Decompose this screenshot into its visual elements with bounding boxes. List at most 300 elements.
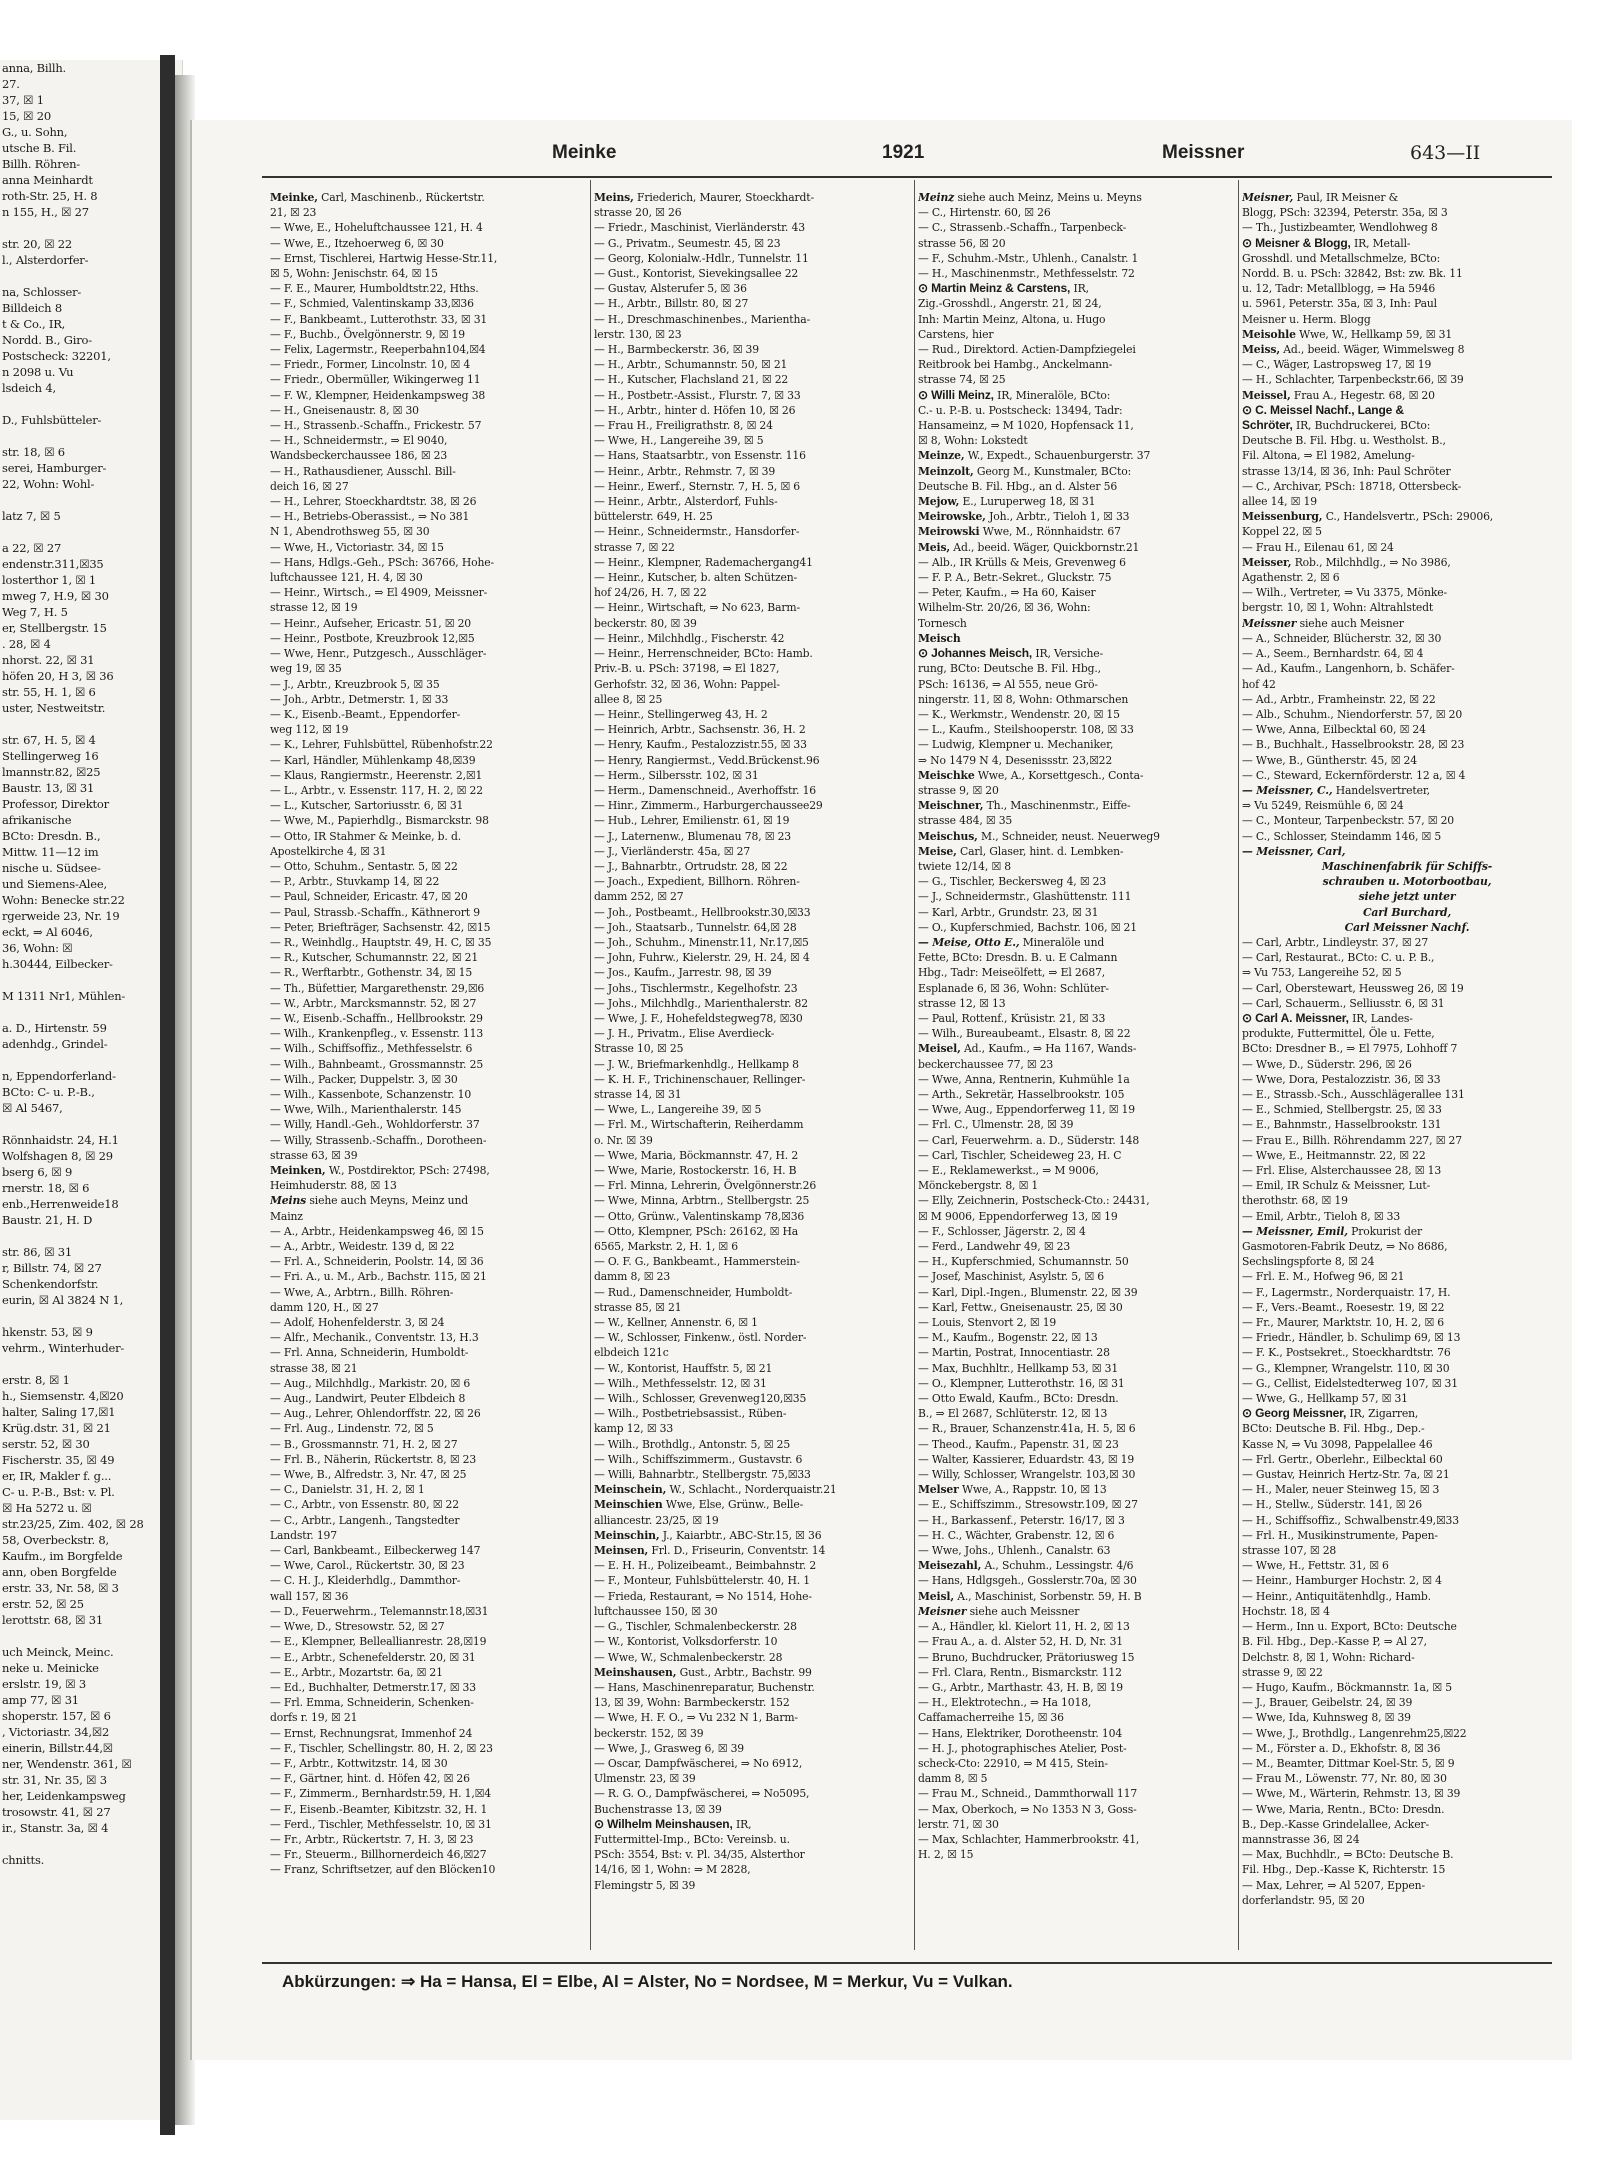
page-header bbox=[192, 142, 1572, 172]
directory-entry bbox=[918, 1634, 1236, 1649]
directory-entry bbox=[594, 251, 912, 266]
left-fragment-line: chnitts. bbox=[2, 1853, 45, 1867]
directory-entry bbox=[1242, 631, 1560, 646]
entry-surname: Meissel, bbox=[1242, 388, 1291, 402]
left-fragment-line: n 2098 u. Vu bbox=[2, 365, 74, 379]
entry-text: — Heinr., Kutscher, b. alten Schützen- bbox=[594, 571, 798, 585]
entry-text: Rob., Milchhdlg., ⇒ No 3986, bbox=[1291, 555, 1451, 569]
entry-text: — Gust., Kontorist, Sievekingsallee 22 bbox=[594, 267, 799, 281]
directory-entry bbox=[594, 1817, 912, 1832]
entry-text: — Carl, Oberstewart, Heussweg 26, ☒ 19 bbox=[1242, 981, 1464, 995]
entry-text: Paul, IR Meisner & bbox=[1293, 191, 1399, 204]
directory-entry bbox=[594, 266, 912, 281]
directory-entry bbox=[594, 1726, 912, 1741]
directory-entry bbox=[270, 1467, 588, 1482]
directory-entry bbox=[594, 813, 912, 828]
directory-entry bbox=[918, 1376, 1236, 1391]
directory-entry bbox=[594, 479, 912, 494]
entry-text: dorfs r. 19, ☒ 21 bbox=[270, 1711, 358, 1725]
entry-text: — Wwe, Anna, Eilbecktal 60, ☒ 24 bbox=[1242, 723, 1426, 737]
entry-surname: Meinschein, bbox=[594, 1483, 667, 1497]
directory-entry bbox=[594, 829, 912, 844]
directory-entry bbox=[1242, 312, 1560, 327]
entry-text: strasse 107, ☒ 28 bbox=[1242, 1544, 1337, 1558]
directory-entry bbox=[594, 1072, 912, 1087]
directory-entry bbox=[918, 540, 1236, 555]
directory-entry bbox=[594, 1695, 912, 1710]
entry-text: Wwe, A., Korsettgesch., Conta- bbox=[974, 768, 1144, 782]
entry-text: — Aug., Lehrer, Ohlendorffstr. 22, ☒ 26 bbox=[270, 1407, 481, 1421]
directory-entry bbox=[270, 935, 588, 950]
directory-entry bbox=[1242, 1269, 1560, 1284]
entry-text: bergstr. 10, ☒ 1, Wohn: Altrahlstedt bbox=[1242, 601, 1434, 615]
entry-text: — B., Buchhalt., Hasselbrookstr. 28, ☒ 23 bbox=[1242, 738, 1465, 752]
entry-text: — F., Bankbeamt., Lutterothstr. 33, ☒ 31 bbox=[270, 312, 488, 326]
directory-entry bbox=[1242, 1133, 1560, 1148]
page-number: 643—II bbox=[1410, 142, 1481, 164]
entry-text: deich 16, ☒ 27 bbox=[270, 479, 349, 493]
directory-entry bbox=[918, 1406, 1236, 1421]
header-rule bbox=[262, 176, 1552, 178]
directory-entry bbox=[918, 1026, 1236, 1041]
entry-text: — Wilh., Bahnbeamt., Grossmannstr. 25 bbox=[270, 1057, 484, 1071]
directory-entry bbox=[918, 1117, 1236, 1132]
directory-entry bbox=[594, 220, 912, 235]
entry-text: — Otto Ewald, Kaufm., BCto: Dresdn. bbox=[918, 1392, 1119, 1406]
directory-entry bbox=[270, 342, 588, 357]
left-fragment-line: er, IR, Makler f. g... bbox=[2, 1469, 112, 1483]
entry-text: — Frl. H., Musikinstrumente, Papen- bbox=[1242, 1528, 1438, 1542]
directory-entry bbox=[594, 388, 912, 403]
entry-text: — Heinr., Klempner, Rademachergang41 bbox=[594, 555, 813, 569]
entry-surname: Meisezahl, bbox=[918, 1559, 982, 1573]
directory-entry bbox=[918, 1680, 1236, 1695]
directory-entry bbox=[594, 357, 912, 372]
entry-text: W., Schlacht., Norderquaistr.21 bbox=[666, 1483, 837, 1497]
directory-entry: Carl Meissner Nachf. bbox=[1344, 920, 1470, 934]
entry-text: — Rud., Damenschneider, Humboldt- bbox=[594, 1285, 793, 1299]
directory-entry bbox=[270, 1254, 588, 1269]
directory-entry bbox=[1242, 479, 1560, 494]
entry-text: — Karl, Händler, Mühlenkamp 48,☒39 bbox=[270, 753, 476, 767]
directory-entry bbox=[270, 1619, 588, 1634]
directory-entry bbox=[594, 1680, 912, 1695]
entry-text: — Heinr., Hamburger Hochstr. 2, ☒ 4 bbox=[1242, 1574, 1442, 1588]
entry-text: B. Fil. Hbg., Dep.-Kasse P, ⇒ Al 27, bbox=[1242, 1635, 1427, 1649]
entry-text: — Hans, Maschinenreparatur, Buchenstr. bbox=[594, 1680, 815, 1694]
entry-text: — Wilh., Schlosser, Grevenweg120,☒35 bbox=[594, 1392, 807, 1406]
entry-text: — R., Weinhdlg., Hauptstr. 49, H. C, ☒ 35 bbox=[270, 935, 492, 949]
directory-entry bbox=[594, 1847, 912, 1862]
directory-entry bbox=[1242, 1376, 1560, 1391]
entry-text: Buchenstrasse 13, ☒ 39 bbox=[594, 1802, 722, 1816]
entry-text: E., Luruperweg 18, ☒ 31 bbox=[959, 495, 1096, 509]
directory-entry bbox=[1242, 1178, 1560, 1193]
entry-text: — C., Wäger, Lastropsweg 17, ☒ 19 bbox=[1242, 358, 1432, 372]
directory-entry bbox=[918, 1528, 1236, 1543]
entry-text: — B., Grossmannstr. 71, H. 2, ☒ 27 bbox=[270, 1437, 458, 1451]
left-fragment-line bbox=[0, 1004, 182, 1020]
entry-text: strasse 12, ☒ 19 bbox=[270, 601, 358, 615]
entry-text: — Friedr., Obermüller, Wikingerweg 11 bbox=[270, 373, 481, 387]
left-fragment-line: erslstr. 19, ☒ 3 bbox=[2, 1677, 86, 1691]
directory-entry bbox=[594, 1026, 912, 1041]
directory-entry bbox=[918, 844, 1236, 859]
directory-entry bbox=[1242, 661, 1560, 676]
directory-entry bbox=[918, 418, 1236, 433]
entry-text: — Frau M., Löwenstr. 77, Nr. 80, ☒ 30 bbox=[1242, 1772, 1447, 1786]
directory-entry bbox=[918, 1193, 1236, 1208]
entry-text: Flemingstr 5, ☒ 39 bbox=[594, 1878, 696, 1892]
entry-text: B., ⇒ El 2687, Schlüterstr. 12, ☒ 13 bbox=[918, 1407, 1108, 1421]
left-fragment-line: losterthor 1, ☒ 1 bbox=[2, 573, 97, 587]
directory-entry bbox=[918, 1087, 1236, 1102]
directory-entry bbox=[1242, 844, 1560, 859]
directory-entry bbox=[1242, 783, 1560, 798]
left-fragment-line: neke u. Meinicke bbox=[2, 1661, 99, 1675]
entry-text: — Walter, Kassierer, Eduardstr. 43, ☒ 19 bbox=[918, 1452, 1135, 1466]
directory-entry bbox=[1242, 737, 1560, 752]
directory-entry bbox=[918, 1163, 1236, 1178]
directory-entry bbox=[1242, 1513, 1560, 1528]
directory-entry bbox=[594, 600, 912, 615]
directory-column-2 bbox=[594, 190, 912, 1950]
directory-entry bbox=[594, 372, 912, 387]
directory-entry bbox=[270, 1771, 588, 1786]
entry-text: — Willy, Schlosser, Wrangelstr. 103,☒ 30 bbox=[918, 1468, 1136, 1482]
entry-surname: Meinz bbox=[918, 191, 955, 204]
entry-text: 21, ☒ 23 bbox=[270, 206, 317, 220]
directory-entry bbox=[594, 1741, 912, 1756]
entry-surname: Meinze, bbox=[918, 449, 965, 463]
left-fragment-line: ir., Stanstr. 3a, ☒ 4 bbox=[2, 1821, 109, 1835]
directory-entry bbox=[1242, 768, 1560, 783]
entry-text: — Otto, Schuhm., Sentastr. 5, ☒ 22 bbox=[270, 859, 458, 873]
directory-entry bbox=[918, 1726, 1236, 1741]
directory-entry bbox=[1242, 1345, 1560, 1360]
entry-text: — Adolf, Hohenfelderstr. 3, ☒ 24 bbox=[270, 1316, 445, 1330]
directory-entry bbox=[270, 1361, 588, 1376]
entry-text: Reitbrook bei Hambg., Anckelmann- bbox=[918, 358, 1113, 372]
entry-text: — H., Betriebs-Oberassist., ⇒ No 381 bbox=[270, 510, 470, 524]
directory-entry bbox=[918, 1361, 1236, 1376]
directory-entry bbox=[594, 874, 912, 889]
left-fragment-line: und Siemens-Alee, bbox=[2, 877, 107, 891]
entry-text: — Wwe, E., Hoheluftchaussee 121, H. 4 bbox=[270, 221, 483, 235]
entry-text: — W., Kellner, Annenstr. 6, ☒ 1 bbox=[594, 1316, 758, 1330]
directory-entry bbox=[918, 1695, 1236, 1710]
left-fragment-line: , Victoriastr. 34,☒2 bbox=[2, 1725, 110, 1739]
entry-text: — F. E., Maurer, Humboldtstr.22, Hths. bbox=[270, 282, 479, 296]
entry-text: — K., Lehrer, Fuhlsbüttel, Rübenhofstr.22 bbox=[270, 738, 493, 752]
firm-name: ⊙ C. Meissel Nachf., Lange & bbox=[1242, 402, 1404, 417]
directory-entry bbox=[270, 388, 588, 403]
directory-entry bbox=[270, 1695, 588, 1710]
entry-text: luftchaussee 150, ☒ 30 bbox=[594, 1604, 718, 1618]
header-left-keyword: Meinke bbox=[552, 142, 617, 163]
directory-entry bbox=[594, 555, 912, 570]
entry-text: — W., Schlosser, Finkenw., östl. Norder- bbox=[594, 1331, 807, 1345]
directory-entry bbox=[918, 296, 1236, 311]
directory-entry bbox=[594, 1057, 912, 1072]
directory-entry bbox=[918, 981, 1236, 996]
directory-entry bbox=[594, 1802, 912, 1817]
left-fragment-line: serstr. 52, ☒ 30 bbox=[2, 1437, 90, 1451]
entry-text: — J., Laternenw., Blumenau 78, ☒ 23 bbox=[594, 829, 792, 843]
directory-entry bbox=[918, 1421, 1236, 1436]
directory-entry bbox=[1242, 1072, 1560, 1087]
directory-entry bbox=[270, 783, 588, 798]
entry-text: IR, Landes- bbox=[1348, 1011, 1413, 1025]
directory-entry bbox=[918, 1437, 1236, 1452]
directory-entry bbox=[594, 1102, 912, 1117]
directory-entry bbox=[1242, 1619, 1560, 1634]
entry-text: — Ferd., Tischler, Methfesselstr. 10, ☒ 31 bbox=[270, 1817, 492, 1831]
left-fragment-line bbox=[0, 1308, 182, 1324]
entry-surname: Meisner, bbox=[1242, 191, 1294, 204]
entry-text: — W., Eisenb.-Schaffn., Hellbrookstr. 29 bbox=[270, 1011, 483, 1025]
left-fragment-line: 22, Wohn: Wohl- bbox=[2, 477, 95, 491]
directory-entry bbox=[270, 312, 588, 327]
directory-entry bbox=[1242, 585, 1560, 600]
directory-entry bbox=[918, 1467, 1236, 1482]
left-fragment-line: C- u. P.-B., Bst: v. Pl. bbox=[2, 1485, 115, 1499]
directory-entry bbox=[594, 585, 912, 600]
entry-text: — J., Schneidermstr., Glashüttenstr. 111 bbox=[918, 890, 1132, 904]
entry-text: Delchstr. 8, ☒ 1, Wohn: Richard- bbox=[1242, 1650, 1415, 1664]
directory-entry bbox=[918, 1452, 1236, 1467]
left-fragment-line bbox=[0, 1356, 182, 1372]
entry-text: — Frl. A., Schneiderin, Poolstr. 14, ☒ 36 bbox=[270, 1255, 484, 1269]
entry-text: — Felix, Lagermstr., Reeperbahn104,☒4 bbox=[270, 343, 486, 357]
directory-entry bbox=[918, 190, 1236, 205]
entry-text: strasse 13/14, ☒ 36, Inh: Paul Schröter bbox=[1242, 464, 1451, 478]
directory-entry bbox=[918, 555, 1236, 570]
entry-text: Ulmenstr. 23, ☒ 39 bbox=[594, 1772, 696, 1786]
entry-text: Inh: Martin Meinz, Altona, u. Hugo bbox=[918, 312, 1106, 326]
directory-entry bbox=[1242, 1650, 1560, 1665]
directory-entry bbox=[594, 920, 912, 935]
entry-text: — Heinr., Wirtschaft, ⇒ No 623, Barm- bbox=[594, 601, 800, 615]
entry-text: Friederich, Maurer, Stoeckhardt- bbox=[633, 191, 814, 204]
entry-text: lerstr. 130, ☒ 23 bbox=[594, 327, 682, 341]
entry-text: — Franz, Schriftsetzer, auf den Blöcken10 bbox=[270, 1863, 496, 1877]
directory-entry bbox=[270, 1330, 588, 1345]
entry-text: o. Nr. ☒ 39 bbox=[594, 1133, 653, 1147]
entry-text: — Willy, Handl.-Geh., Wohldorferstr. 37 bbox=[270, 1118, 480, 1132]
entry-text: Kasse N, ⇒ Vu 3098, Pappelallee 46 bbox=[1242, 1437, 1433, 1451]
entry-text: — H., Arbtr., Billstr. 80, ☒ 27 bbox=[594, 297, 749, 311]
directory-entry bbox=[270, 555, 588, 570]
entry-text: — Max, Buchhltr., Hellkamp 53, ☒ 31 bbox=[918, 1361, 1119, 1375]
entry-text: — C., Schlosser, Steindamm 146, ☒ 5 bbox=[1242, 829, 1442, 843]
entry-text: hof 24/26, H. 7, ☒ 22 bbox=[594, 586, 707, 600]
entry-text: — Joh., Arbtr., Detmerstr. 1, ☒ 33 bbox=[270, 692, 449, 706]
directory-entry bbox=[270, 418, 588, 433]
left-fragment-line: G., u. Sohn, bbox=[2, 125, 68, 139]
directory-entry bbox=[1242, 220, 1560, 235]
entry-text: — E., Reklamewerkst., ⇒ M 9006, bbox=[918, 1164, 1099, 1177]
left-fragment-line: nhorst. 22, ☒ 31 bbox=[2, 653, 95, 667]
directory-entry bbox=[270, 1391, 588, 1406]
entry-text: — O. F. G., Bankbeamt., Hammerstein- bbox=[594, 1255, 800, 1269]
directory-entry bbox=[1242, 494, 1560, 509]
entry-text: Heimhuderstr. 88, ☒ 13 bbox=[270, 1179, 397, 1193]
directory-entry bbox=[270, 236, 588, 251]
directory-entry bbox=[918, 220, 1236, 235]
directory-entry bbox=[1242, 677, 1560, 692]
directory-entry bbox=[1242, 600, 1560, 615]
directory-entry bbox=[918, 677, 1236, 692]
entry-text: strasse 20, ☒ 26 bbox=[594, 206, 682, 220]
directory-entry bbox=[270, 981, 588, 996]
entry-text: weg 112, ☒ 19 bbox=[270, 723, 349, 737]
directory-entry bbox=[594, 1771, 912, 1786]
directory-entry bbox=[270, 1239, 588, 1254]
entry-surname: Meissner bbox=[1242, 616, 1297, 630]
entry-text: — A., Seem., Bernhardstr. 64, ☒ 4 bbox=[1242, 647, 1424, 661]
directory-entry bbox=[1242, 1680, 1560, 1695]
directory-entry bbox=[270, 1482, 588, 1497]
entry-text: — J., Brauer, Geibelstr. 24, ☒ 39 bbox=[1242, 1696, 1413, 1710]
directory-entry bbox=[1242, 1573, 1560, 1588]
entry-text: — Gustav, Alsterufer 5, ☒ 36 bbox=[594, 282, 747, 296]
directory-entry bbox=[594, 661, 912, 676]
entry-text: — C., Archivar, PSch: 18718, Ottersbeck- bbox=[1242, 479, 1462, 493]
entry-text: — Wwe, W., Schmalenbeckerstr. 28 bbox=[594, 1650, 783, 1664]
entry-text: twiete 12/14, ☒ 8 bbox=[918, 859, 1011, 873]
directory-entry bbox=[594, 707, 912, 722]
directory-entry bbox=[918, 707, 1236, 722]
directory-entry bbox=[594, 1391, 912, 1406]
directory-entry bbox=[1242, 707, 1560, 722]
directory-entry bbox=[270, 1528, 588, 1543]
directory-entry bbox=[1242, 448, 1560, 463]
entry-text: — R., Brauer, Schanzenstr.41a, H. 5, ☒ 6 bbox=[918, 1422, 1136, 1436]
entry-surname: Meinshausen, bbox=[594, 1665, 677, 1679]
entry-text: — H., Kutscher, Flachsland 21, ☒ 22 bbox=[594, 373, 789, 387]
entry-text: — Wilh., Vertreter, ⇒ Vu 3375, Mönke- bbox=[1242, 586, 1447, 600]
directory-entry bbox=[270, 1589, 588, 1604]
entry-text: beckerstr. 80, ☒ 39 bbox=[594, 616, 697, 630]
directory-entry bbox=[270, 1133, 588, 1148]
directory-entry bbox=[270, 1011, 588, 1026]
entry-text: — Frieda, Restaurant, ⇒ No 1514, Hohe- bbox=[594, 1589, 812, 1603]
directory-entry bbox=[918, 1285, 1236, 1300]
entry-text: — Hans, Hdlgs.-Geh., PSch: 36766, Hohe- bbox=[270, 555, 495, 569]
directory-entry bbox=[270, 1543, 588, 1558]
entry-text: Wwe, Else, Grünw., Belle- bbox=[662, 1498, 804, 1512]
left-fragment-line: h.30444, Eilbecker- bbox=[2, 957, 113, 971]
entry-text: — D., Feuerwehrm., Telemannstr.18,☒31 bbox=[270, 1604, 489, 1618]
directory-entry bbox=[594, 1543, 912, 1558]
entry-text: — H., Barmbeckerstr. 36, ☒ 39 bbox=[594, 343, 759, 357]
left-fragment-line: 36, Wohn: ☒ bbox=[2, 941, 73, 955]
directory-entry bbox=[918, 1543, 1236, 1558]
left-fragment-line bbox=[0, 1052, 182, 1068]
entry-text: — G., Privatm., Seumestr. 45, ☒ 23 bbox=[594, 236, 781, 250]
directory-entry bbox=[918, 1604, 1236, 1619]
entry-text: — Carl, Schauerm., Selliusstr. 6, ☒ 31 bbox=[1242, 996, 1445, 1010]
entry-text: strasse 74, ☒ 25 bbox=[918, 373, 1006, 387]
entry-text: — F. K., Postsekret., Stoeckhardtstr. 76 bbox=[1242, 1346, 1451, 1360]
directory-entry bbox=[270, 1117, 588, 1132]
entry-text: — Wwe, Wilh., Marienthalerstr. 145 bbox=[270, 1103, 462, 1117]
left-fragment-line: str. 18, ☒ 6 bbox=[2, 445, 65, 459]
left-fragment-line: n 155, H., ☒ 27 bbox=[2, 205, 89, 219]
entry-surname: Meinzolt, bbox=[918, 464, 974, 478]
entry-text: — Wwe, Ida, Kuhnsweg 8, ☒ 39 bbox=[1242, 1711, 1411, 1725]
left-fragment-line: vehrm., Winterhuder- bbox=[2, 1341, 125, 1355]
directory-entry bbox=[918, 372, 1236, 387]
entry-text: allee 8, ☒ 25 bbox=[594, 692, 663, 706]
entry-text: — Josef, Maschinist, Asylstr. 5, ☒ 6 bbox=[918, 1270, 1105, 1284]
entry-text: A., Schuhm., Lessingstr. 4/6 bbox=[981, 1559, 1134, 1573]
column-divider bbox=[914, 180, 915, 1950]
left-fragment-line: Billdeich 8 bbox=[2, 301, 62, 315]
directory-entry bbox=[918, 768, 1236, 783]
entry-text: strasse 63, ☒ 39 bbox=[270, 1148, 358, 1162]
directory-entry bbox=[270, 920, 588, 935]
entry-text: — Hugo, Kaufm., Böckmannstr. 1a, ☒ 5 bbox=[1242, 1680, 1452, 1694]
directory-entry bbox=[1242, 1406, 1560, 1421]
entry-text: — Herm., Damenschneid., Averhoffstr. 16 bbox=[594, 783, 817, 797]
entry-text: Gasmotoren-Fabrik Deutz, ⇒ No 8686, bbox=[1242, 1240, 1448, 1254]
left-fragment-line bbox=[0, 972, 182, 988]
entry-text: — F., Monteur, Fuhlsbüttelerstr. 40, H. 1 bbox=[594, 1574, 811, 1588]
left-fragment-line: na, Schlosser- bbox=[2, 285, 82, 299]
entry-text: — F., Arbtr., Kottwitzstr. 14, ☒ 30 bbox=[270, 1756, 448, 1770]
entry-surname: Meirowske, bbox=[918, 510, 986, 524]
directory-entry bbox=[594, 1178, 912, 1193]
directory-entry bbox=[594, 1604, 912, 1619]
entry-text: — Peter, Briefträger, Sachsenstr. 42, ☒15 bbox=[270, 920, 491, 934]
left-fragment-line: ner, Wendenstr. 361, ☒ bbox=[2, 1757, 132, 1771]
directory-entry bbox=[1242, 798, 1560, 813]
entry-text: — Ad., Kaufm., Langenhorn, b. Schäfer- bbox=[1242, 662, 1455, 676]
directory-entry bbox=[594, 1193, 912, 1208]
entry-text: allee 14, ☒ 19 bbox=[1242, 495, 1317, 509]
directory-entry bbox=[918, 266, 1236, 281]
directory-entry bbox=[270, 813, 588, 828]
entry-text: — Wwe, G., Hellkamp 57, ☒ 31 bbox=[1242, 1392, 1408, 1406]
entry-text: — F., Schmied, Valentinskamp 33,☒36 bbox=[270, 297, 474, 311]
entry-text: — Wwe, H., Victoriastr. 34, ☒ 15 bbox=[270, 540, 444, 554]
directory-entry bbox=[270, 616, 588, 631]
directory-entry bbox=[918, 433, 1236, 448]
directory-entry bbox=[594, 1573, 912, 1588]
entry-text: — Wwe, Johs., Uhlenh., Canalstr. 63 bbox=[918, 1544, 1111, 1558]
directory-entry bbox=[594, 327, 912, 342]
entry-text: Wwe, W., Hellkamp 59, ☒ 31 bbox=[1295, 327, 1453, 341]
left-fragment-line: einerin, Billstr.44,☒ bbox=[2, 1741, 113, 1755]
directory-entry bbox=[270, 798, 588, 813]
directory-entry bbox=[1242, 1315, 1560, 1330]
entry-text: — Aug., Milchhdlg., Markistr. 20, ☒ 6 bbox=[270, 1376, 471, 1390]
firm-name: ⊙ Wilhelm Meinshausen, bbox=[594, 1816, 733, 1831]
entry-text: — H. J., photographisches Atelier, Post- bbox=[918, 1741, 1127, 1755]
entry-text: — J., Arbtr., Kreuzbrook 5, ☒ 35 bbox=[270, 677, 440, 691]
entry-text: — Paul, Rottenf., Krüsistr. 21, ☒ 33 bbox=[918, 1011, 1106, 1025]
entry-text: Handelsvertreter, bbox=[1332, 783, 1430, 797]
left-fragment-line: 15, ☒ 20 bbox=[2, 109, 51, 123]
entry-text: — W., Kontorist, Hauffstr. 5, ☒ 21 bbox=[594, 1361, 773, 1375]
entry-text: — Wwe, L., Langereihe 39, ☒ 5 bbox=[594, 1103, 762, 1117]
directory-entry bbox=[1242, 1695, 1560, 1710]
left-fragment-line: hkenstr. 53, ☒ 9 bbox=[2, 1325, 93, 1339]
entry-text: — Arth., Sekretär, Hasselbrookstr. 105 bbox=[918, 1087, 1125, 1101]
entry-text: Landstr. 197 bbox=[270, 1528, 337, 1542]
